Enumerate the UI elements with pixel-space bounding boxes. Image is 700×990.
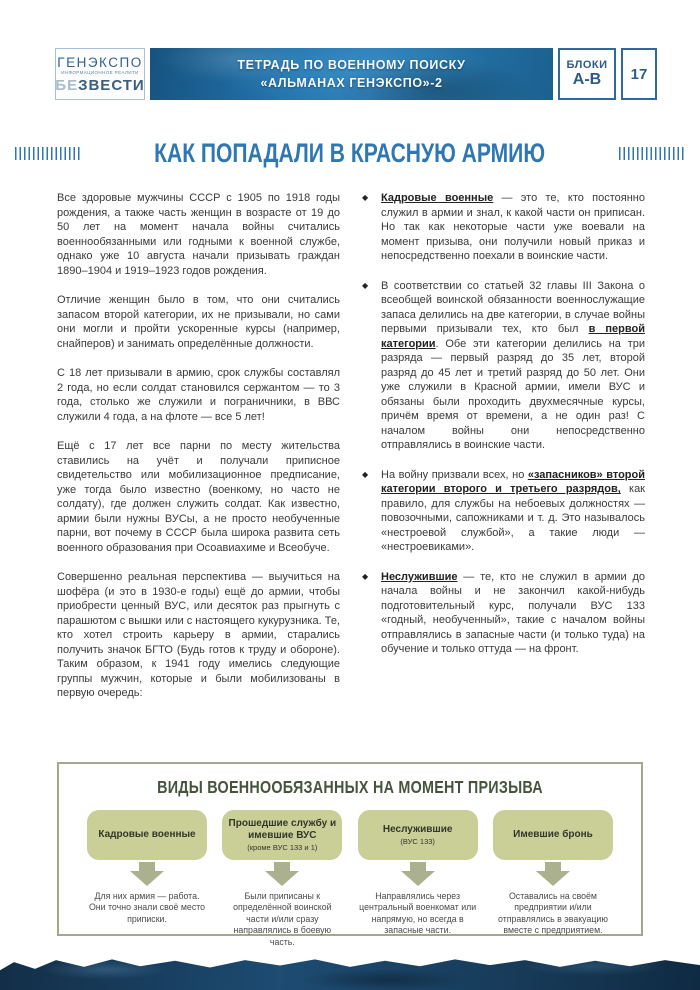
- diagram-item-bron: [493, 810, 613, 948]
- bullet-emphasis: Неслужившие: [381, 570, 458, 583]
- diagram-item-proshedshie: [222, 810, 342, 948]
- paragraph: Ещё с 17 лет все парни по месту жительства ставились на учёт и получали приписное свидетельство или мобилизационное предписание, уже тогда было известно (военкому, но часто не солдату), где должен служить солдат. Как известно, армии были нужны ВУСы, а не просто необученные парни, вот почему в СССР была широка развита сеть военного образования при Осоавиахиме и Всеобуче.: [57, 440, 340, 554]
- logo-title: ГЕНЭКСПО: [57, 54, 143, 70]
- paragraph: С 18 лет призывали в армию, срок службы составлял 2 года, но если солдат становился сержантом — то 3 года, столько же служили и пограничники, в ВВС служили 4 года, а на флоте — все 5 лет!: [57, 367, 340, 423]
- bullet-emphasis: Кадровые военные: [381, 192, 494, 204]
- paragraph: Все здоровые мужчины СССР с 1905 по 1918 годы рождения, а также часть женщин в возрасте от 19 до 50 лет на момент начала войны считались военнообязанными или годными к военной службе, однако уже 10 августа начали призывать граждан 1890–1904 и 1919–1923 годов рождения.: [57, 192, 340, 277]
- genexpo-logo: [55, 48, 145, 100]
- bullet-text: . Обе эти категории делились на три разряда — первый разряд до 35 лет, второй разряд до 45 лет и третий разряд до 50 лет. Они уже служили в Красной армии, имели ВУС и обязаны были проходить двухмесячные курсы, причём время от времени, а не один раз! С началом войны они непосредственно отправлялись в воинские части.: [381, 337, 645, 452]
- bullet-item: [362, 191, 645, 264]
- left-column: [57, 191, 340, 716]
- page-header: [55, 48, 657, 100]
- diagram-item-nesluzhivshie: [358, 810, 478, 948]
- diagram-panel: [57, 762, 643, 947]
- page-number: 17: [630, 65, 648, 83]
- body-columns: [57, 191, 645, 716]
- banner-line2: «АЛЬМАНАХ ГЕНЭКСПО»-2: [260, 76, 443, 90]
- arrow-down-icon: [401, 871, 435, 886]
- logo-subtitle: ИНФОРМАЦИОННОЕ РЕАЛИТИ: [61, 70, 139, 75]
- bullet-item: [362, 570, 645, 657]
- bullet-text: В соответствии со статьей 32 главы III Закона о всеобщей воинской обязанности военнослужащие запаса делились на две категории, в случае войны первыми призывали тех, кто был: [381, 279, 645, 336]
- diagram-node: [493, 810, 613, 860]
- footer-torn-band: [0, 956, 700, 990]
- blocks-label: БЛОКИ: [566, 59, 608, 72]
- node-description: Для них армия — работа. Они точно знали своё место приписки.: [88, 891, 206, 924]
- diagram-node: [87, 810, 207, 860]
- arrow-down-icon: [545, 862, 561, 871]
- barcode-decoration-right: [619, 147, 685, 160]
- node-title: Прошедшие службу и имевшие ВУС: [228, 818, 337, 841]
- arrow-down-icon: [130, 871, 164, 886]
- diagram-node: [358, 810, 478, 860]
- node-description: Направлялись через центральный военкомат или напрямую, но всегда в запасные части.: [359, 891, 477, 936]
- bullet-emphasis: «запасников» второй категории второго и третьего разрядов,: [381, 468, 645, 496]
- title-row: [0, 140, 700, 167]
- logo-bezvesti-dark: ЗВЕСТИ: [78, 76, 145, 94]
- blocks-badge: [558, 48, 616, 100]
- paragraph: Отличие женщин было в том, что они считались запасом второй категории, их не призывали, но сами они могли и пройти ускоренные курсы (например, снайперов) и занимать определённые должности.: [57, 294, 340, 350]
- arrow-down-icon: [274, 862, 290, 871]
- logo-bezvesti: [55, 78, 144, 93]
- arrow-down-icon: [139, 862, 155, 871]
- diagram-title: ВИДЫ ВОЕННООБЯЗАННЫХ НА МОМЕНТ ПРИЗЫВА: [157, 777, 543, 797]
- diagram-node: [222, 810, 342, 860]
- header-banner: [150, 48, 553, 100]
- blocks-range: А-В: [572, 71, 602, 89]
- logo-bezvesti-light: БЕ: [55, 76, 79, 94]
- node-note: (ВУС 133): [400, 837, 435, 846]
- page-number-badge: [621, 48, 657, 100]
- barcode-decoration-left: [15, 147, 81, 160]
- arrow-down-icon: [265, 871, 299, 886]
- node-description: Оставались на своём предприятии и/или отправлялись в эвакуацию вместе с предприятием.: [498, 891, 608, 936]
- bullet-text: — это те, кто постоянно служил в армии и знал, к какой части он приписан. Но так как некоторые части уже воевали на момент призыва, они получили новый приказ и непосредственно поехали в воинские части.: [381, 192, 645, 263]
- banner-line1: ТЕТРАДЬ ПО ВОЕННОМУ ПОИСКУ: [237, 57, 466, 72]
- node-title: Неслужившие: [382, 824, 453, 835]
- node-title: Имевшие бронь: [513, 828, 593, 840]
- bullet-text: как правило, для службы на небоевых должностях — повозочными, сапожниками и т. д. Это называлось «нестроевой службой», а такие люди — «нестроевиками».: [381, 483, 645, 554]
- node-note: (кроме ВУС 133 и 1): [247, 843, 318, 852]
- arrow-down-icon: [410, 862, 426, 871]
- bullet-emphasis: в первой категории: [381, 323, 645, 350]
- page-title: КАК ПОПАДАЛИ В КРАСНУЮ АРМИЮ: [154, 138, 546, 168]
- diagram-row: [59, 798, 641, 948]
- arrow-down-icon: [536, 871, 570, 886]
- right-column: [362, 191, 645, 716]
- bullet-text: На войну призвали всех, но: [381, 468, 528, 481]
- bullet-item: [362, 279, 645, 453]
- node-title: Кадровые военные: [98, 828, 196, 840]
- bullet-item: [362, 468, 645, 555]
- node-description: Были приписаны к определённой воинской части и/или сразу направлялись в боевую часть.: [233, 891, 332, 947]
- paragraph: Совершенно реальная перспектива — выучиться на шофёра (и это в 1930-е годы) ещё до армии, чтобы приобрести ценный ВУС, или десяток раз прыгнуть с парашютом с вышки или с настоящего кукурузника. Те, кто хотел строить карьеру в армии, старались получить значок БГТО (Будь готов к труду и обороне). Таким образом, к 1941 году имелись следующие группы мужчин, которые и были мобилизованы в первую очередь:: [57, 571, 340, 700]
- diagram-item-kadrovye: [87, 810, 207, 948]
- bullet-text: — те, кто не служил в армии до начала войны и не закончил какой-нибудь подготовительный курс, получали ВУС 133 «годный, необученный», такие с началом войны отправлялись в запасные части (и только туда) на обучение и только оттуда — на фронт.: [381, 570, 645, 656]
